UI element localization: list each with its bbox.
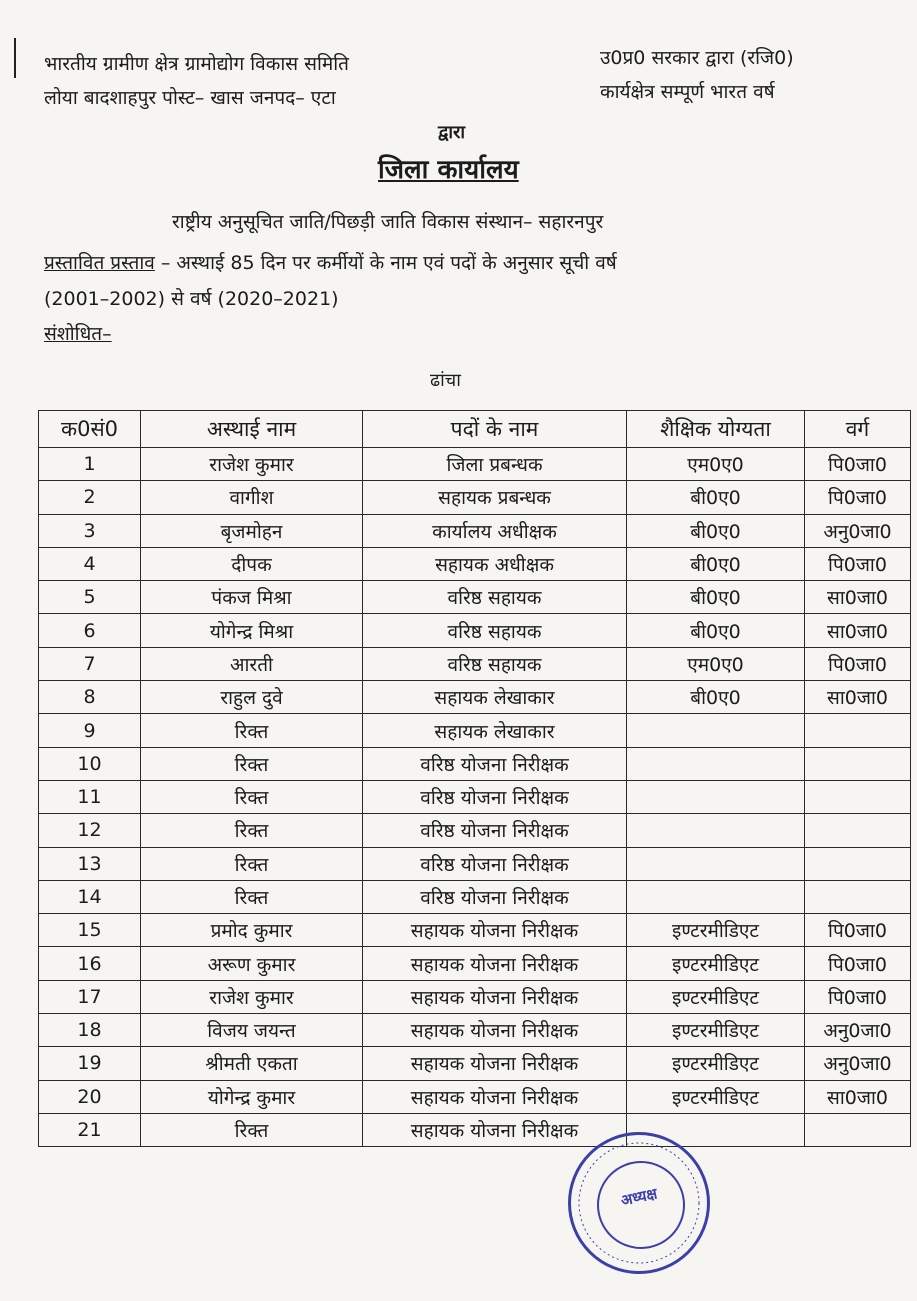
cell-qualification: बी0ए0 xyxy=(627,681,805,714)
staff-table xyxy=(38,410,911,1147)
cell-qualification: बी0ए0 xyxy=(627,581,805,614)
cell-category: सा0जा0 xyxy=(805,614,911,647)
table-row xyxy=(39,914,911,947)
cell-serial: 21 xyxy=(39,1113,141,1146)
table-row xyxy=(39,547,911,580)
registration-line: उ0प्र0 सरकार द्वारा (रजि0) xyxy=(600,47,794,69)
seal-title: अध्यक्ष xyxy=(619,1184,659,1210)
cell-post: सहायक प्रबन्धक xyxy=(363,481,627,514)
cell-qualification: एम0ए0 xyxy=(627,647,805,680)
office-title: जिला कार्यालय xyxy=(378,155,519,185)
cell-qualification: एम0ए0 xyxy=(627,448,805,481)
cell-serial: 5 xyxy=(39,581,141,614)
cell-qualification: बी0ए0 xyxy=(627,481,805,514)
cell-name: योगेन्द्र मिश्रा xyxy=(141,614,363,647)
col-category-header: वर्ग xyxy=(805,411,911,448)
cell-qualification: इण्टरमीडिएट xyxy=(627,1014,805,1047)
cell-name: राहुल दुवे xyxy=(141,681,363,714)
cell-post: सहायक योजना निरीक्षक xyxy=(363,1014,627,1047)
by-label: द्वारा xyxy=(438,122,466,143)
cell-qualification: बी0ए0 xyxy=(627,514,805,547)
cell-name: प्रमोद कुमार xyxy=(141,914,363,947)
cell-serial: 12 xyxy=(39,814,141,847)
cell-category: पि0जा0 xyxy=(805,547,911,580)
cell-category xyxy=(805,1113,911,1146)
table-row xyxy=(39,647,911,680)
cell-qualification: बी0ए0 xyxy=(627,547,805,580)
table-row xyxy=(39,581,911,614)
cell-category xyxy=(805,880,911,913)
cell-post: सहायक लेखाकार xyxy=(363,714,627,747)
cell-post: वरिष्ठ सहायक xyxy=(363,614,627,647)
cell-qualification: इण्टरमीडिएट xyxy=(627,947,805,980)
cell-category: पि0जा0 xyxy=(805,980,911,1013)
cell-serial: 3 xyxy=(39,514,141,547)
cell-serial: 8 xyxy=(39,681,141,714)
cell-qualification: इण्टरमीडिएट xyxy=(627,1080,805,1113)
cell-post: सहायक लेखाकार xyxy=(363,681,627,714)
cell-category: सा0जा0 xyxy=(805,681,911,714)
table-row xyxy=(39,880,911,913)
col-post-header: पदों के नाम xyxy=(363,411,627,448)
cell-post: सहायक योजना निरीक्षक xyxy=(363,1047,627,1080)
cell-serial: 10 xyxy=(39,747,141,780)
cell-post: वरिष्ठ योजना निरीक्षक xyxy=(363,880,627,913)
table-row xyxy=(39,681,911,714)
work-area-line: कार्यक्षेत्र सम्पूर्ण भारत वर्ष xyxy=(600,81,775,103)
revised-label: संशोधित– xyxy=(44,323,112,345)
cell-serial: 6 xyxy=(39,614,141,647)
cell-name: दीपक xyxy=(141,547,363,580)
table-row xyxy=(39,947,911,980)
cell-qualification xyxy=(627,847,805,880)
table-row xyxy=(39,514,911,547)
cell-name: वागीश xyxy=(141,481,363,514)
cell-category: सा0जा0 xyxy=(805,1080,911,1113)
org-address: लोया बादशाहपुर पोस्ट– खास जनपद– एटा xyxy=(44,87,336,109)
cell-qualification xyxy=(627,880,805,913)
cell-post: सहायक अधीक्षक xyxy=(363,547,627,580)
cell-post: कार्यालय अधीक्षक xyxy=(363,514,627,547)
table-row xyxy=(39,814,911,847)
cell-post: सहायक योजना निरीक्षक xyxy=(363,1113,627,1146)
table-header-row xyxy=(39,411,911,448)
cell-category: अनु0जा0 xyxy=(805,1047,911,1080)
table-row xyxy=(39,448,911,481)
cell-qualification: इण्टरमीडिएट xyxy=(627,1047,805,1080)
cell-post: सहायक योजना निरीक्षक xyxy=(363,947,627,980)
cell-category xyxy=(805,847,911,880)
cell-category: अनु0जा0 xyxy=(805,514,911,547)
margin-mark xyxy=(14,38,20,78)
proposal-text: – अस्थाई 85 दिन पर कर्मीयों के नाम एवं पदों के अनुसार सूची वर्ष xyxy=(154,252,617,274)
cell-post: वरिष्ठ योजना निरीक्षक xyxy=(363,747,627,780)
cell-category: सा0जा0 xyxy=(805,581,911,614)
cell-category xyxy=(805,747,911,780)
cell-post: वरिष्ठ योजना निरीक्षक xyxy=(363,814,627,847)
cell-serial: 9 xyxy=(39,714,141,747)
cell-category: पि0जा0 xyxy=(805,914,911,947)
cell-name: रिक्त xyxy=(141,714,363,747)
table-row xyxy=(39,614,911,647)
cell-category: पि0जा0 xyxy=(805,947,911,980)
cell-serial: 7 xyxy=(39,647,141,680)
cell-name: रिक्त xyxy=(141,780,363,813)
cell-name: रिक्त xyxy=(141,880,363,913)
cell-qualification xyxy=(627,747,805,780)
cell-name: रिक्त xyxy=(141,814,363,847)
cell-post: वरिष्ठ सहायक xyxy=(363,581,627,614)
table-row xyxy=(39,1080,911,1113)
cell-name: योगेन्द्र कुमार xyxy=(141,1080,363,1113)
table-row xyxy=(39,1047,911,1080)
table-row xyxy=(39,747,911,780)
proposal-label: प्रस्तावित प्रस्ताव xyxy=(44,252,155,274)
col-qualification-header: शैक्षिक योग्यता xyxy=(627,411,805,448)
table-row xyxy=(39,714,911,747)
cell-category xyxy=(805,814,911,847)
cell-post: वरिष्ठ योजना निरीक्षक xyxy=(363,847,627,880)
cell-serial: 19 xyxy=(39,1047,141,1080)
cell-qualification xyxy=(627,780,805,813)
cell-serial: 4 xyxy=(39,547,141,580)
table-row xyxy=(39,847,911,880)
cell-name: रिक्त xyxy=(141,747,363,780)
cell-serial: 20 xyxy=(39,1080,141,1113)
cell-category: अनु0जा0 xyxy=(805,1014,911,1047)
table-row xyxy=(39,980,911,1013)
cell-serial: 1 xyxy=(39,448,141,481)
cell-qualification: बी0ए0 xyxy=(627,614,805,647)
col-name-header: अस्थाई नाम xyxy=(141,411,363,448)
cell-name: पंकज मिश्रा xyxy=(141,581,363,614)
cell-post: वरिष्ठ योजना निरीक्षक xyxy=(363,780,627,813)
cell-name: विजय जयन्त xyxy=(141,1014,363,1047)
cell-qualification xyxy=(627,814,805,847)
table-row xyxy=(39,481,911,514)
cell-qualification: इण्टरमीडिएट xyxy=(627,914,805,947)
table-row xyxy=(39,1014,911,1047)
cell-name: राजेश कुमार xyxy=(141,448,363,481)
cell-category xyxy=(805,780,911,813)
institute-line: राष्ट्रीय अनुसूचित जाति/पिछड़ी जाति विकास संस्थान– सहारनपुर xyxy=(172,211,604,233)
cell-post: सहायक योजना निरीक्षक xyxy=(363,980,627,1013)
cell-serial: 2 xyxy=(39,481,141,514)
cell-serial: 11 xyxy=(39,780,141,813)
col-serial-header: क0सं0 xyxy=(39,411,141,448)
table-row xyxy=(39,780,911,813)
proposal-years: (2001–2002) से वर्ष (2020–2021) xyxy=(44,288,339,310)
cell-qualification xyxy=(627,714,805,747)
table-row xyxy=(39,1113,911,1146)
cell-name: रिक्त xyxy=(141,847,363,880)
cell-qualification: इण्टरमीडिएट xyxy=(627,980,805,1013)
cell-category: पि0जा0 xyxy=(805,448,911,481)
cell-name: अरूण कुमार xyxy=(141,947,363,980)
cell-name: राजेश कुमार xyxy=(141,980,363,1013)
cell-category xyxy=(805,714,911,747)
cell-name: श्रीमती एकता xyxy=(141,1047,363,1080)
cell-name: बृजमोहन xyxy=(141,514,363,547)
cell-name: आरती xyxy=(141,647,363,680)
cell-serial: 15 xyxy=(39,914,141,947)
cell-post: सहायक योजना निरीक्षक xyxy=(363,914,627,947)
cell-serial: 17 xyxy=(39,980,141,1013)
cell-category: पि0जा0 xyxy=(805,481,911,514)
cell-serial: 18 xyxy=(39,1014,141,1047)
cell-post: जिला प्रबन्धक xyxy=(363,448,627,481)
cell-serial: 14 xyxy=(39,880,141,913)
proposal-line xyxy=(44,249,617,275)
official-seal xyxy=(568,1132,710,1274)
cell-serial: 16 xyxy=(39,947,141,980)
structure-label: ढांचा xyxy=(430,370,461,391)
cell-name: रिक्त xyxy=(141,1113,363,1146)
cell-post: वरिष्ठ सहायक xyxy=(363,647,627,680)
org-name: भारतीय ग्रामीण क्षेत्र ग्रामोद्योग विकास समिति xyxy=(44,53,350,75)
cell-post: सहायक योजना निरीक्षक xyxy=(363,1080,627,1113)
cell-serial: 13 xyxy=(39,847,141,880)
cell-category: पि0जा0 xyxy=(805,647,911,680)
